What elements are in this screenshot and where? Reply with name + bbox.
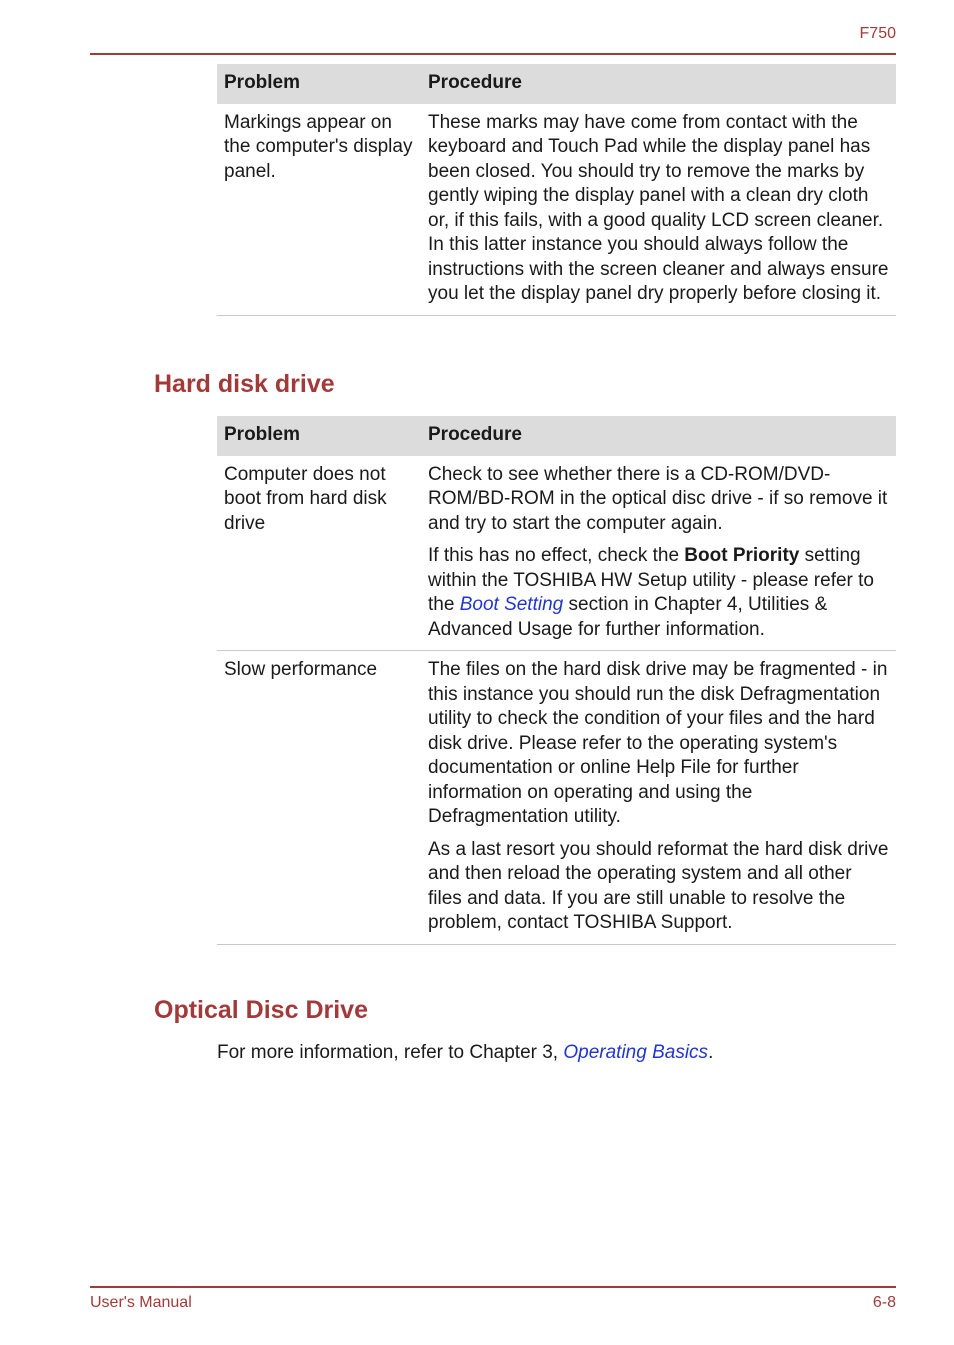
footer-manual-label: User's Manual [90, 1294, 192, 1311]
optical-disc-drive-heading: Optical Disc Drive [154, 996, 368, 1024]
footer-page-number: 6-8 [872, 1294, 896, 1311]
procedure-paragraph: As a last resort you should reformat the hard disk drive and then reload the operating system and all other files and data. If you are still unable to resolve the problem, contact TOSHIBA Support. [428, 838, 889, 933]
procedure-cell: These marks may have come from contact with the keyboard and Touch Pad while the display panel has been closed. You should try to remove the marks by gently wiping the display panel with a clean dry cloth or, if this fails, with a good quality LCD screen cleaner. In this latter instance you should always follow the instructions with the screen cleaner and always ensure you let the display panel dry properly before closing it. [421, 104, 896, 316]
operating-basics-link[interactable]: Operating Basics [563, 1042, 709, 1063]
problem-cell: Markings appear on the computer's display panel. [217, 104, 421, 316]
hard-disk-problems-table [217, 416, 896, 945]
boot-setting-link[interactable]: Boot Setting [459, 594, 564, 615]
footer-rule [90, 1286, 896, 1288]
procedure-column-header: Procedure [421, 64, 896, 104]
model-label: F750 [859, 25, 896, 42]
table-row [217, 104, 896, 316]
header-rule [90, 53, 896, 55]
procedure-paragraph: Check to see whether there is a CD-ROM/DVD-ROM/BD-ROM in the optical disc drive - if so remove it and try to start the computer again. [428, 463, 888, 534]
boot-priority-term: Boot Priority [684, 545, 800, 566]
display-problems-table [217, 64, 896, 316]
table-row [217, 651, 896, 945]
procedure-cell [421, 456, 896, 651]
problem-cell: Computer does not boot from hard disk drive [217, 456, 421, 651]
procedure-column-header: Procedure [421, 416, 896, 456]
text-run: If this has no effect, check the [428, 545, 685, 566]
text-run: For more information, refer to Chapter 3, [217, 1042, 564, 1063]
problem-column-header: Problem [217, 416, 421, 456]
procedure-paragraph: The files on the hard disk drive may be fragmented - in this instance you should run the disk Defragmentation utility to check the condition of your files and the hard disk drive. Please refer to the operating system's documentation or online Help File for further information on operating and using the Defragmentation utility. [428, 659, 888, 827]
table-row [217, 456, 896, 651]
text-run: setting within the TOSHIBA HW Setup utility - please refer to the [428, 545, 874, 615]
problem-cell: Slow performance [217, 651, 421, 945]
hard-disk-drive-heading: Hard disk drive [154, 370, 335, 398]
optical-info-paragraph [217, 1042, 713, 1064]
procedure-cell [421, 651, 896, 945]
table-header-row [217, 416, 896, 456]
problem-column-header: Problem [217, 64, 421, 104]
text-run: . [708, 1042, 714, 1063]
procedure-paragraph [428, 544, 889, 642]
table-header-row [217, 64, 896, 104]
text-run: section in Chapter 4, Utilities & Advanced Usage for further information. [428, 594, 828, 640]
